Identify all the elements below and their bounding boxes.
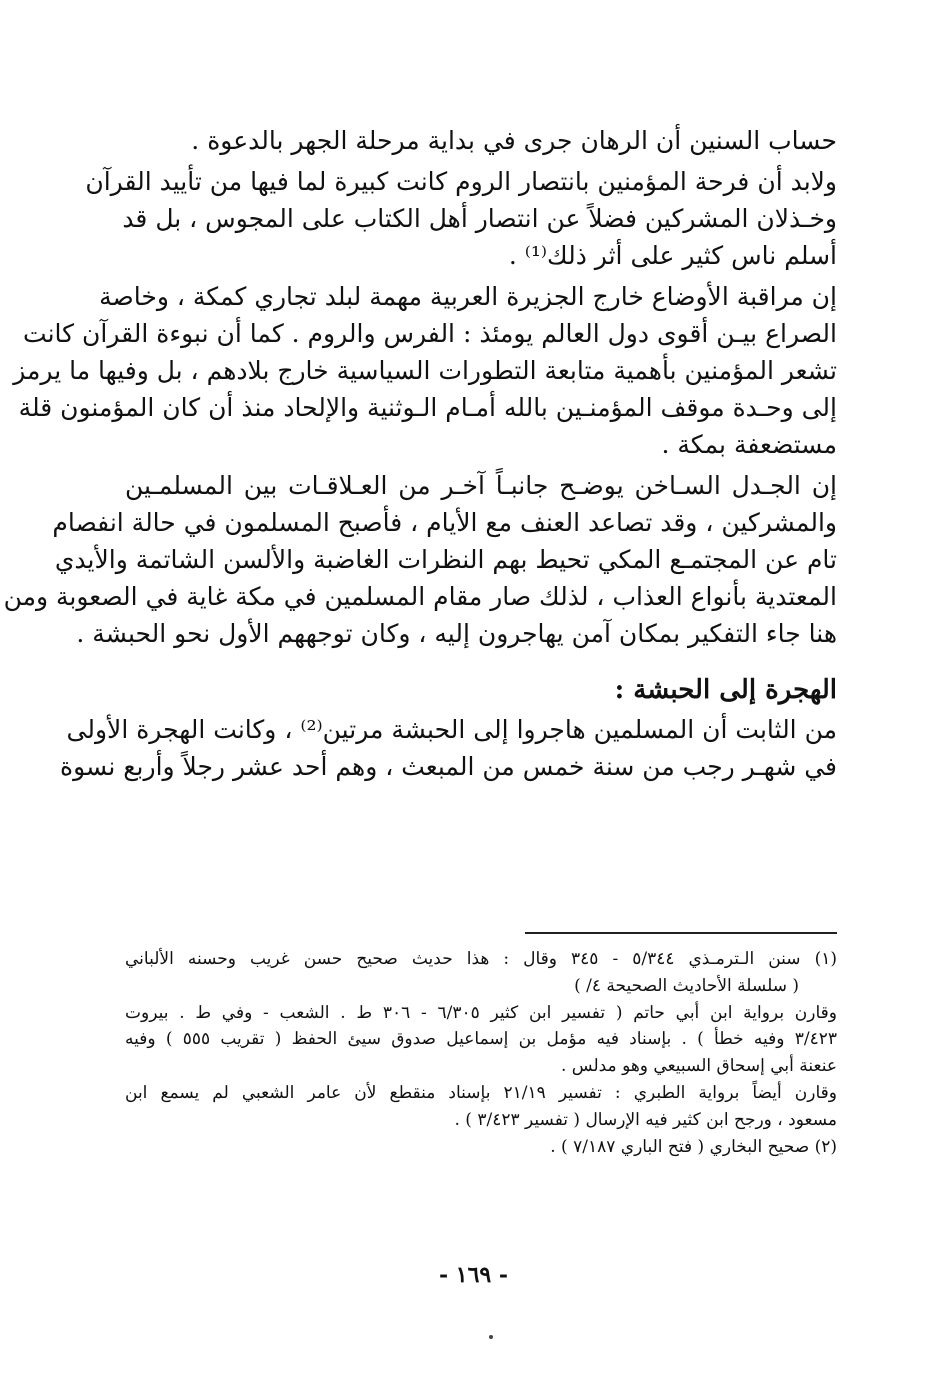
text-line: إلى وحـدة موقف المؤمنـين بالله أمـام الـوثنية والإلحاد منذ أن كان المؤمنون قلة [18,393,837,422]
text-line: إن مراقبة الأوضاع خارج الجزيرة العربية مهمة لبلد تجاري كمكة ، وخاصة [99,282,837,311]
text-line: ولابد أن فرحة المؤمنين بانتصار الروم كانت كبيرة لما فيها من تأييد القرآن [85,167,837,196]
text-line: الصراع بيـن أقوى دول العالم يومئذ : الفرس والروم . كما أن نبوءة القرآن كانت [23,319,837,348]
main-text [3,122,837,789]
footnote-line: مسعود ، ورجح ابن كثير فيه الإرسال ( تفسير ٣/٤٢٣ ) . [454,1109,837,1130]
paragraph-3 [13,278,837,463]
footnote-line: (١) سنن الـترمـذي ٥/٣٤٤ - ٣٤٥ وقال : هذا حديث صحيح حسن غريب وحسنه الألباني [125,949,837,969]
stray-dot [489,1335,493,1339]
text-line: حساب السنين أن الرهان جرى في بداية مرحلة الجهر بالدعوة . [191,126,837,155]
paragraph-2 [85,163,837,274]
text-line: وخـذلان المشركين فضلاً عن انتصار أهل الكتاب على المجوس ، بل قد [122,204,837,233]
footnote-divider [525,932,837,934]
paragraph-1 [125,122,837,159]
text-line: تشعر المؤمنين بأهمية متابعة التطورات السياسية خارج بلادهم ، بل وفيها ما يرمز [13,356,837,385]
text-line: المعتدية بأنواع العذاب ، لذلك صار مقام المسلمين في مكة غاية في الصعوبة ومن [3,582,837,611]
text-line: أسلم ناس كثير على أثر ذلك⁽¹⁾ . [508,241,837,270]
text-line: هنا جاء التفكير بمكان آمن يهاجرون إليه ، وكان توجههم الأول نحو الحبشة . [76,619,837,648]
footnote-line: (٢) صحيح البخاري ( فتح الباري ٧/١٨٧ ) . [550,1136,837,1157]
text-line: إن الجـدل السـاخن يوضـح جانبـاً آخـر من العـلاقـات بين المسلمـين [125,471,837,500]
page-number: - ١٦٩ - [438,1262,509,1288]
text-line: والمشركين ، وقد تصاعد العنف مع الأيام ، فأصبح المسلمون في حالة انفصام [52,508,837,537]
footnote-line: وقارن أيضاً برواية الطبري : تفسير ٢١/١٩ بإسناد منقطع لأن عامر الشعبي لم يسمع ابن [125,1082,837,1103]
paragraph-4 [3,467,837,652]
text-line: مستضعفة بمكة . [661,430,837,459]
section-heading: الهجرة إلى الحبشة : [614,675,837,705]
footnote-line: وقارن برواية ابن أبي حاتم ( تفسير ابن كثير ٦/٣٠٥ - ٣٠٦ ط . الشعب - وفي ط . بيروت [125,1002,837,1023]
paragraph-5 [60,711,837,785]
footnote-line: ٣/٤٢٣ وفيه خطأ ) . بإسناد فيه مؤمل بن إسماعيل صدوق سيئ الحفظ ( تقريب ٥٥٥ ) وفيه [125,1029,837,1050]
text-line: تام عن المجتمـع المكي تحيط بهم النظرات الغاضبة والألسن الشاتمة والأيدي [54,545,837,574]
text-line: من الثابت أن المسلمين هاجروا إلى الحبشة مرتين⁽²⁾ ، وكانت الهجرة الأولى [66,715,837,744]
text-line: في شهـر رجب من سنة خمس من المبعث ، وهم أحد عشر رجلاً وأربع نسوة [60,752,837,781]
footnote-line: عنعنة أبي إسحاق السبيعي وهو مدلس . [560,1056,837,1077]
footnote-line: ( سلسلة الأحاديث الصحيحة ٤/ ) [574,975,799,996]
footnotes [125,946,837,1160]
